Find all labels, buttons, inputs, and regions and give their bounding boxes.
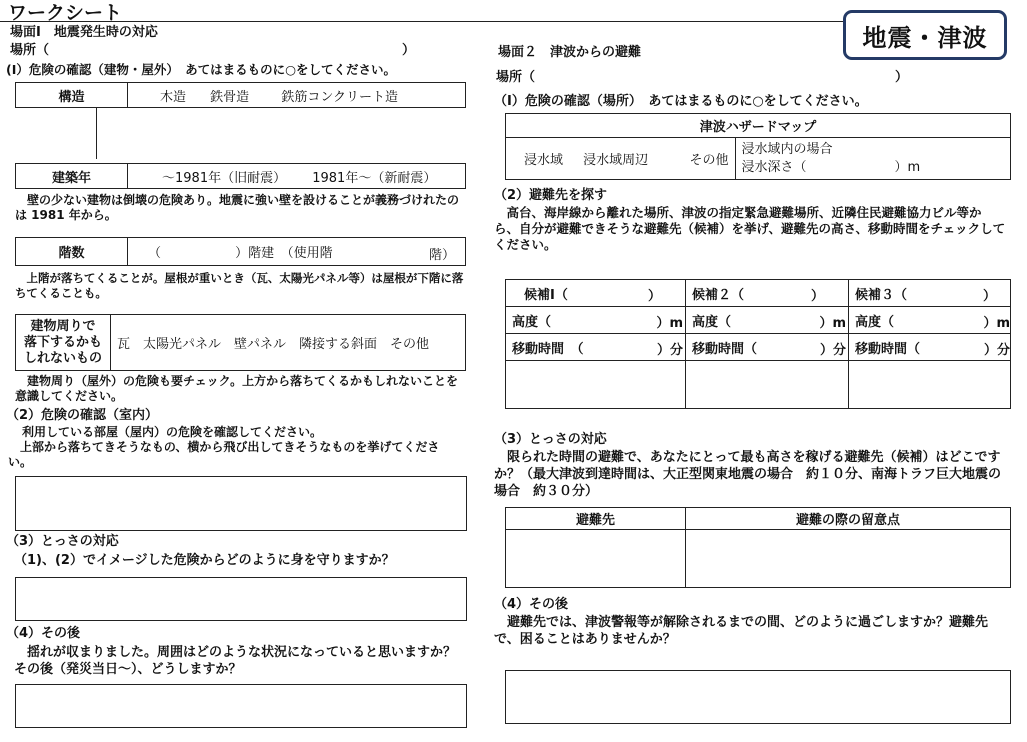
scene1-q2-title: （2）危険の確認（室内）	[6, 408, 159, 423]
scene1-title: 場面Ⅰ 地震発生時の対応	[10, 25, 158, 40]
candidate1-name-close: ）	[647, 289, 661, 304]
falling-label-line3: しれないもの	[23, 350, 102, 366]
scene1-q3-title: （3）とっさの対応	[6, 534, 119, 549]
scene2-q4-answer-box[interactable]	[505, 670, 1011, 724]
falling-options[interactable]: 瓦 太陽光パネル 壁パネル 隣接する斜面 その他	[111, 315, 466, 371]
candidate2-height-label: 高度（	[692, 314, 732, 330]
candidate3-name-label: 候補３（	[855, 287, 908, 303]
built-year-opt-old[interactable]: ～1981年（旧耐震）	[162, 170, 287, 186]
floors-table	[15, 237, 466, 266]
structure-options[interactable]	[128, 83, 466, 108]
scene2-place-close: ）	[895, 70, 909, 85]
refuge-col-place: 避難先	[506, 508, 686, 530]
refuge-col-notes: 避難の際の留意点	[686, 508, 1011, 530]
scene2-q4-title: （4）その後	[494, 597, 569, 612]
scene2-q2-title: （2）避難先を探す	[494, 188, 608, 203]
floors-input[interactable]	[128, 238, 466, 266]
candidate1-height[interactable]	[506, 307, 686, 334]
hazard-table	[505, 113, 1011, 180]
scene2-q4-text: 避難先では、津波警報等が解除されるまでの間、どのように過ごしますか？避難先で、困ることはありませんか？	[494, 615, 989, 647]
falling-label	[16, 315, 111, 371]
note-wall: 壁の少ない建物は倒壊の危険あり。地震に強い壁を設けることが義務づけれたのは 1981 年から。	[15, 193, 460, 222]
hazard-depth-cell[interactable]	[735, 138, 1010, 180]
scene1-q4-text: 揺れが収まりました。周囲はどのような状況になっていると思いますか？ その後（発災当日～）、どうしますか？	[14, 645, 470, 677]
scene1-q4-answer-box[interactable]	[15, 684, 467, 728]
floors-label: 階数	[16, 238, 128, 266]
hazard-opt-inundation[interactable]: 浸水域	[524, 153, 564, 168]
structure-opt-wood[interactable]: 木造	[160, 89, 187, 105]
header-rule	[0, 21, 845, 22]
structure-table	[15, 82, 466, 108]
hazard-options[interactable]	[506, 138, 684, 180]
hazard-inside-label: 浸水域内の場合	[741, 141, 833, 157]
floors-open: （	[148, 246, 162, 261]
candidate1-time-label: 移動時間 （	[512, 341, 584, 357]
hazard-depth-label: 浸水深さ（	[741, 159, 807, 175]
candidate3-time-label: 移動時間（	[855, 341, 921, 357]
candidate1-notes[interactable]	[506, 361, 686, 409]
candidate1-name-label: 候補Ⅰ（	[524, 287, 568, 303]
refuge-notes-answer[interactable]	[686, 530, 1011, 588]
falling-label-line1: 建物周りで	[30, 318, 96, 334]
candidate3-time[interactable]	[849, 334, 1011, 361]
candidate3-height-unit: ）m	[983, 316, 1010, 331]
note-upper-floor: 上階が落ちてくることが。屋根が重いとき（瓦、太陽光パネル等）は屋根が下階に落ちてくることも。	[15, 271, 464, 300]
candidate2-time-label: 移動時間（	[692, 341, 758, 357]
scene1-place-close: ）	[402, 43, 416, 58]
scene2-q3-title: （3）とっさの対応	[494, 432, 607, 447]
candidate2-notes[interactable]	[686, 361, 849, 409]
built-year-options[interactable]	[128, 164, 466, 189]
scene2-place-label: 場所（	[496, 70, 536, 85]
refuge-table	[505, 507, 1011, 588]
candidate2-name-label: 候補２（	[692, 287, 745, 303]
candidate3-height[interactable]	[849, 307, 1011, 334]
candidate1-time[interactable]	[506, 334, 686, 361]
built-year-table	[15, 163, 466, 189]
candidate1-height-unit: ）m	[656, 316, 683, 331]
topic-badge: 地震・津波	[843, 10, 1007, 60]
scene1-place-label: 場所（	[10, 43, 50, 58]
candidate3-notes[interactable]	[849, 361, 1011, 409]
candidate3-name[interactable]	[849, 280, 1011, 307]
connector-line	[96, 107, 97, 159]
built-year-label: 建築年	[16, 164, 128, 189]
candidates-table	[505, 279, 1011, 409]
hazard-depth-unit: ）m	[894, 159, 921, 175]
candidate3-time-unit: ）分	[983, 343, 1010, 358]
scene1-q3-answer-box[interactable]	[15, 577, 467, 621]
worksheet-title: ワークシート	[8, 2, 123, 24]
floors-mid: ）階建 （使用階	[235, 246, 333, 261]
scene1-q2-answer-box[interactable]	[15, 476, 467, 531]
scene1-q2-line2: 上部から落ちてきそうなもの、横から飛び出してきそうなものを挙げてください。	[8, 440, 440, 469]
candidate2-time[interactable]	[686, 334, 849, 361]
scene2-q3-text: 限られた時間の避難で、あなたにとって最も高さを稼げる避難先（候補）はどこですか？（最大津波到達時間は、大正型関東地震の場合 約１０分、南海トラフ巨大地震の場合 約３０分）	[494, 450, 1002, 499]
candidate2-height-unit: ）m	[819, 316, 846, 331]
hazard-header: 津波ハザードマップ	[506, 114, 1011, 138]
candidate2-time-unit: ）分	[819, 343, 846, 358]
candidate1-time-unit: ）分	[656, 343, 683, 358]
scene1-q3-text: （1)、(2）でイメージした危険からどのように身を守りますか？	[14, 553, 395, 568]
built-year-opt-new[interactable]: 1981年～（新耐震）	[312, 170, 437, 186]
candidate1-height-label: 高度（	[512, 314, 552, 330]
hazard-opt-other[interactable]: その他	[684, 138, 736, 180]
falling-table	[15, 314, 466, 371]
scene1-q2-line1: 利用している部屋（屋内）の危険を確認してください。	[22, 425, 323, 439]
candidate2-height[interactable]	[686, 307, 849, 334]
candidate2-name-close: ）	[810, 289, 824, 304]
scene2-q2-text: 高台、海岸線から離れた場所、津波の指定緊急避難場所、近隣住民避難協力ビル等から、自分が避難できそうな避難先（候補）を挙げ、避難先の高さ、移動時間をチェックしてください。	[494, 205, 1006, 252]
candidate3-height-label: 高度（	[855, 314, 895, 330]
scene1-q4-title: （4）その後	[6, 626, 81, 641]
note-outdoor: 建物周り（屋外）の危険も要チェック。上方から落ちてくるかもしれないことを意識してください。	[15, 374, 459, 403]
structure-opt-rc[interactable]: 鉄筋コンクリート造	[281, 89, 399, 105]
scene2-title: 場面２ 津波からの避難	[498, 45, 642, 60]
floors-end: 階）	[428, 248, 455, 263]
scene2-q1-label: （Ⅰ）危険の確認（場所） あてはまるものに○をしてください。	[494, 94, 868, 109]
scene1-q1-label: (Ⅰ）危険の確認（建物・屋外） あてはまるものに○をしてください。	[6, 62, 397, 77]
falling-label-line2: 落下するかも	[23, 334, 102, 350]
candidate2-name[interactable]	[686, 280, 849, 307]
structure-opt-steel[interactable]: 鉄骨造	[210, 89, 250, 105]
candidate3-name-close: ）	[982, 289, 996, 304]
hazard-opt-near[interactable]: 浸水域周辺	[583, 153, 649, 168]
structure-label: 構造	[16, 83, 128, 108]
candidate1-name[interactable]	[506, 280, 686, 307]
refuge-place-answer[interactable]	[506, 530, 686, 588]
